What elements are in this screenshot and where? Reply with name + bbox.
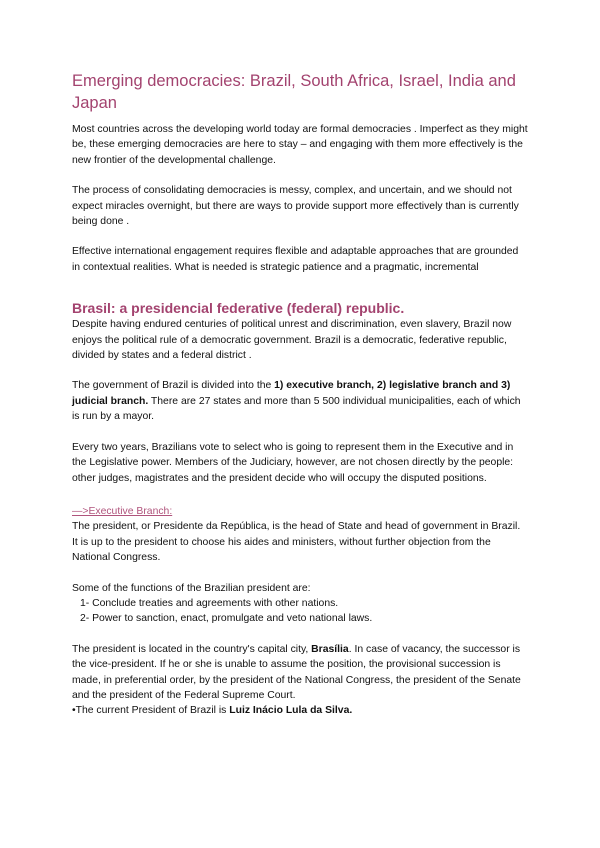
brasil-p2-text-end: There are 27 states and more than 5 500 individual municipalities, each of which is run by a mayor. <box>72 395 521 423</box>
brasil-paragraph-3: Every two years, Brazilians vote to select who is going to represent them in the Executive and in the Legislative power. Members of the Judiciary, however, are not chosen directly by the people: other judges, magistrates and the president decide who will occupy the disputed positions. <box>72 441 514 484</box>
function-item-1: 1- Conclude treaties and agreements with other nations. <box>80 597 339 609</box>
functions-intro: Some of the functions of the Brazilian president are: <box>72 582 311 594</box>
function-item-2: 2- Power to sanction, enact, promulgate and veto national laws. <box>80 613 373 625</box>
brasil-p2-text: The government of Brazil is divided into the <box>72 380 275 392</box>
brasil-paragraph-2 <box>72 378 528 424</box>
brasil-heading: Brasil: a presidencial federative (federal) republic. <box>72 300 405 317</box>
intro-paragraph-2: The process of consolidating democracies is messy, complex, and uncertain, and we should not expect miracles overnight, but there are ways to provide support more effectively than is currently being done . <box>72 185 519 228</box>
president-name: Luiz Inácio Lula da Silva. <box>229 705 353 717</box>
capital-paragraph <box>72 642 528 704</box>
document-title: Emerging democracies: Brazil, South Africa, Israel, India and Japan <box>72 72 516 112</box>
intro-paragraph-3: Effective international engagement requires flexible and adaptable approaches that are grounded in contextual realities. What is needed is strategic patience and a pragmatic, incremental <box>72 246 519 273</box>
executive-paragraph-1: The president, or Presidente da República, is the head of State and head of government in Brazil. It is up to the president to choose his aides and ministers, without further objection from the National Congress. <box>72 521 521 564</box>
brasil-paragraph-1: Despite having endured centuries of political unrest and discrimination, even slavery, Brazil now enjoys the political rule of a democratic government. Brazil is a democratic, federative republic, divided by states and a federal district . <box>72 319 512 362</box>
capital-text-end: . In case of vacancy, the successor is the vice-president. If he or she is unable to assume the position, the provisional succession is made, in preferential order, by the president of the National Congress, the president of the Senate and the president of the Federal Supreme Court. <box>72 643 521 701</box>
intro-paragraph-1: Most countries across the developing world today are formal democracies . Imperfect as they might be, these emerging democracies are here to stay – and engaging with them more effectively is the new frontier of the developmental challenge. <box>72 124 528 166</box>
current-president-text: •The current President of Brazil is <box>72 705 230 717</box>
capital-text: The president is located in the country's capital city, <box>72 643 312 655</box>
current-president <box>72 703 528 718</box>
capital-bold: Brasília <box>311 643 349 655</box>
executive-branch-link[interactable]: —>Executive Branch: <box>72 505 173 517</box>
branches-bold: 1) executive branch, 2) legislative branch and 3) judicial branch. <box>72 380 511 407</box>
